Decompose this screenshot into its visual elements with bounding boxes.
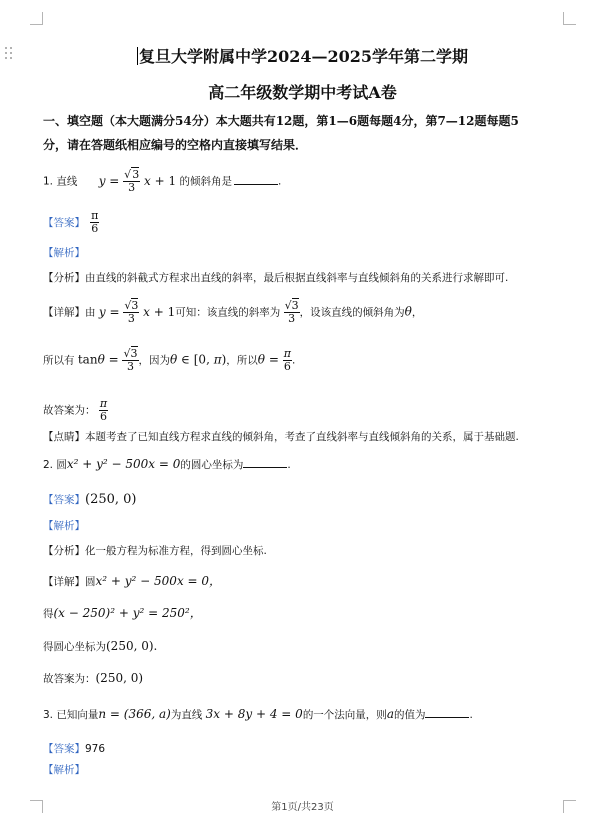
q1-comment: 【点睛】本题考查了已知直线方程求直线的倾斜角，考查了直线斜率与直线倾斜角的关系，属于基础题. [43, 431, 519, 443]
q3-analysis-label: 【解析】 [43, 764, 85, 776]
crop-mark-top-right [563, 12, 576, 25]
page-footer: 第1页/共23页 [271, 802, 334, 813]
q2-detail: 【详解】圆x² + y² − 500x = 0， [43, 574, 222, 588]
q3-answer: 【答案】976 [43, 743, 106, 755]
document-title: 复旦大学附属中学2024—2025学年第二学期 [138, 47, 469, 66]
q1-detail-line2: 所以有 tanθ = $\frac{√3}{3}$ ，因为θ ∈ [0, π)，所以θ = $\frac{\pi}{6}$ . [43, 347, 296, 373]
q1-final: 故答案为： $\frac{\pi}{6}$ [43, 397, 108, 423]
q1-detail: 【详解】由 y = $\frac{√3}{3}$ x + 1可知：该直线的斜率为 $\frac{√3}{3}$ ，设该直线的倾斜角为θ， [43, 299, 423, 325]
question-2: 2. 圆x² + y² − 500x = 0的圆心坐标为 . [43, 457, 291, 471]
q1-answer: 【答案】 $\frac{\pi}{6}$ [43, 209, 99, 235]
text-cursor [137, 47, 138, 65]
section-header-line1: 一、填空题（本大题满分54分）本大题共有12题，第1—6题每题4分，第7—12题每题5 [43, 114, 519, 128]
section-header-line2: 分，请在答题纸相应编号的空格内直接填写结果． [43, 138, 308, 152]
q2-analysis-label: 【解析】 [43, 520, 85, 532]
q2-center: 得圆心坐标为(250, 0). [43, 639, 158, 653]
crop-mark-top-left [30, 12, 43, 25]
q2-fenxi: 【分析】化一般方程为标准方程，得到圆心坐标. [43, 545, 267, 557]
document-subtitle: 高二年级数学期中考试A卷 [208, 83, 397, 102]
question-1: 1. 直线 y = $\frac{√3}{3}$ x + 1 的倾斜角是 . [43, 168, 282, 194]
q2-step: 得(x − 250)² + y² = 250²， [43, 606, 202, 620]
q1-analysis-label: 【解析】 [43, 247, 85, 259]
q2-final: 故答案为：(250, 0) [43, 671, 144, 685]
question-3: 3. 已知向量n = (366, a)为直线 3x + 8y + 4 = 0的一个法向量，则a的值为 . [43, 707, 473, 721]
q2-answer: 【答案】(250, 0) [43, 492, 137, 507]
q1-fenxi: 【分析】由直线的斜截式方程求出直线的斜率，最后根据直线斜率与直线倾斜角的关系进行求解即可. [43, 272, 509, 284]
